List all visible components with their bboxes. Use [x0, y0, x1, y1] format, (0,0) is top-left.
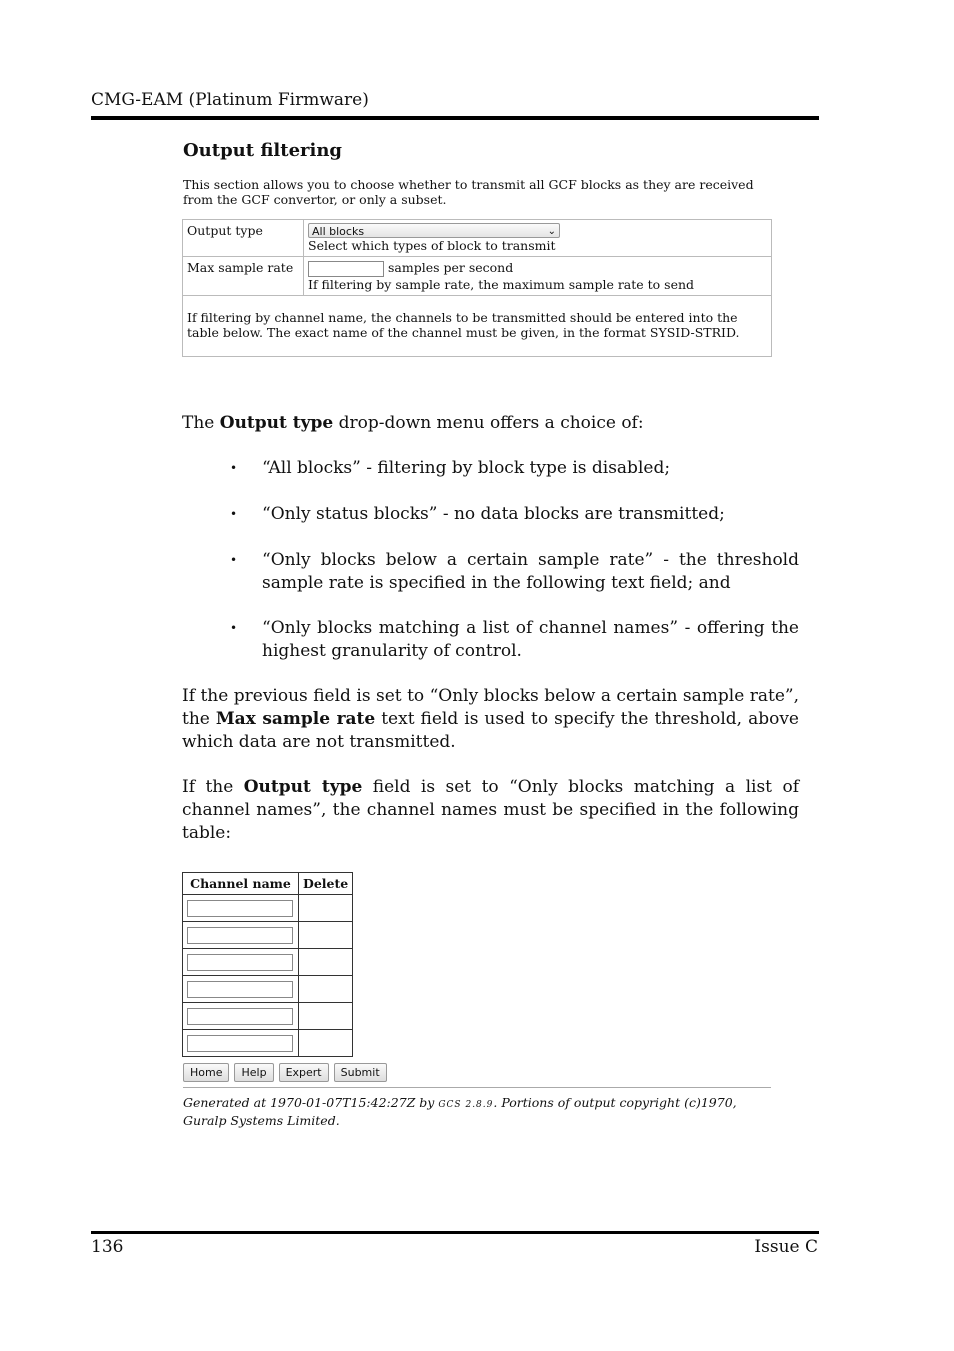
generated-footer	[183, 1095, 783, 1128]
output-type-select[interactable]	[308, 223, 560, 238]
paragraph-channel-names	[182, 776, 799, 845]
p2-bold: Max sample rate	[215, 709, 376, 729]
running-header: CMG-EAM (Platinum Firmware)	[91, 90, 369, 110]
channel-note: If filtering by channel name, the channels to be transmitted should be entered into the table below. The exact name of the channel must be given, in the format SYSID-STRID.	[183, 295, 772, 356]
bullet-1-text: “All blocks” - filtering by block type is disabled;	[262, 458, 671, 478]
max-rate-input[interactable]	[308, 261, 384, 277]
delete-cell	[299, 949, 353, 976]
delete-cell	[299, 1003, 353, 1030]
bullet-1-marker: •	[230, 461, 238, 475]
intro-line-2: from the GCF convertor, or only a subset.	[183, 192, 447, 207]
output-type-row	[183, 220, 772, 257]
output-type-help: Select which types of block to transmit	[308, 238, 556, 253]
output-type-label: Output type	[183, 220, 304, 257]
p1-text-a: The	[182, 413, 220, 433]
chevron-down-icon: ⌄	[547, 226, 556, 237]
table-row	[183, 895, 353, 922]
footer-rule	[91, 1231, 819, 1234]
p3-bold: Output type	[243, 777, 363, 797]
channel-name-input[interactable]	[187, 900, 293, 917]
channel-name-input[interactable]	[187, 927, 293, 944]
bullet-3-marker: •	[230, 553, 238, 567]
generated-rule	[183, 1087, 771, 1088]
max-rate-cell	[304, 257, 772, 296]
output-type-value: All blocks	[312, 225, 365, 238]
section-intro	[183, 177, 763, 207]
max-rate-label: Max sample rate	[183, 257, 304, 296]
channel-name-input[interactable]	[187, 954, 293, 971]
channel-table	[182, 872, 353, 1057]
table-row	[183, 976, 353, 1003]
delete-cell	[299, 1030, 353, 1057]
col-channel-name: Channel name	[183, 873, 299, 895]
delete-cell	[299, 976, 353, 1003]
note-row	[183, 295, 772, 356]
intro-line-1: This section allows you to choose whether to transmit all GCF blocks as they are received	[183, 177, 754, 192]
generated-prefix: Generated at 1970-01-07T15:42:27Z by	[183, 1095, 439, 1110]
expert-button[interactable]: Expert	[279, 1063, 329, 1082]
output-type-cell	[304, 220, 772, 257]
max-rate-help: If filtering by sample rate, the maximum sample rate to send	[308, 276, 695, 292]
header-rule	[91, 116, 819, 120]
bullet-4-text: “Only blocks matching a list of channel names” - offering the highest granularity of control.	[262, 618, 799, 661]
col-delete: Delete	[299, 873, 353, 895]
p3-text-a: If the	[182, 777, 244, 797]
channel-name-input[interactable]	[187, 981, 293, 998]
page-number: 136	[91, 1237, 124, 1257]
generated-gcs: GCS 2.8.9	[438, 1100, 494, 1110]
channel-name-input[interactable]	[187, 1035, 293, 1052]
p1-text-c: drop-down menu offers a choice of:	[333, 413, 644, 433]
p3-text-c: field is set to “Only blocks matching a list of channel names”, the channel names must be specified in the following table:	[182, 777, 799, 843]
max-rate-row	[183, 257, 772, 296]
channel-name-input[interactable]	[187, 1008, 293, 1025]
help-button[interactable]: Help	[234, 1063, 273, 1082]
table-row	[183, 949, 353, 976]
paragraph-output-type	[182, 412, 799, 435]
submit-button[interactable]: Submit	[334, 1063, 387, 1082]
bullet-2-marker: •	[230, 507, 238, 521]
bullet-3-text: “Only blocks below a certain sample rate” - the threshold sample rate is specified in the following text field; and	[262, 550, 799, 593]
bullet-2-text: “Only status blocks” - no data blocks are transmitted;	[262, 504, 725, 524]
output-filter-form	[182, 219, 772, 357]
table-row	[183, 922, 353, 949]
bullet-4-marker: •	[230, 621, 238, 635]
home-button[interactable]: Home	[183, 1063, 229, 1082]
generated-suffix: . Portions of output copyright (c)1970, Guralp Systems Limited.	[183, 1095, 737, 1128]
issue-label: Issue C	[754, 1237, 818, 1257]
p1-bold: Output type	[219, 413, 334, 433]
delete-cell	[299, 895, 353, 922]
paragraph-max-rate	[182, 685, 799, 754]
max-rate-unit: samples per second	[387, 260, 514, 275]
p2-text-a: If the previous field is set to “Only blocks below a certain sample rate”, the	[182, 686, 799, 729]
button-row	[183, 1063, 387, 1082]
table-row	[183, 1030, 353, 1057]
p2-text-c: text field is used to specify the threshold, above which data are not transmitted.	[182, 709, 799, 752]
table-row	[183, 1003, 353, 1030]
channel-table-header	[183, 873, 353, 895]
section-title: Output filtering	[183, 140, 343, 161]
delete-cell	[299, 922, 353, 949]
